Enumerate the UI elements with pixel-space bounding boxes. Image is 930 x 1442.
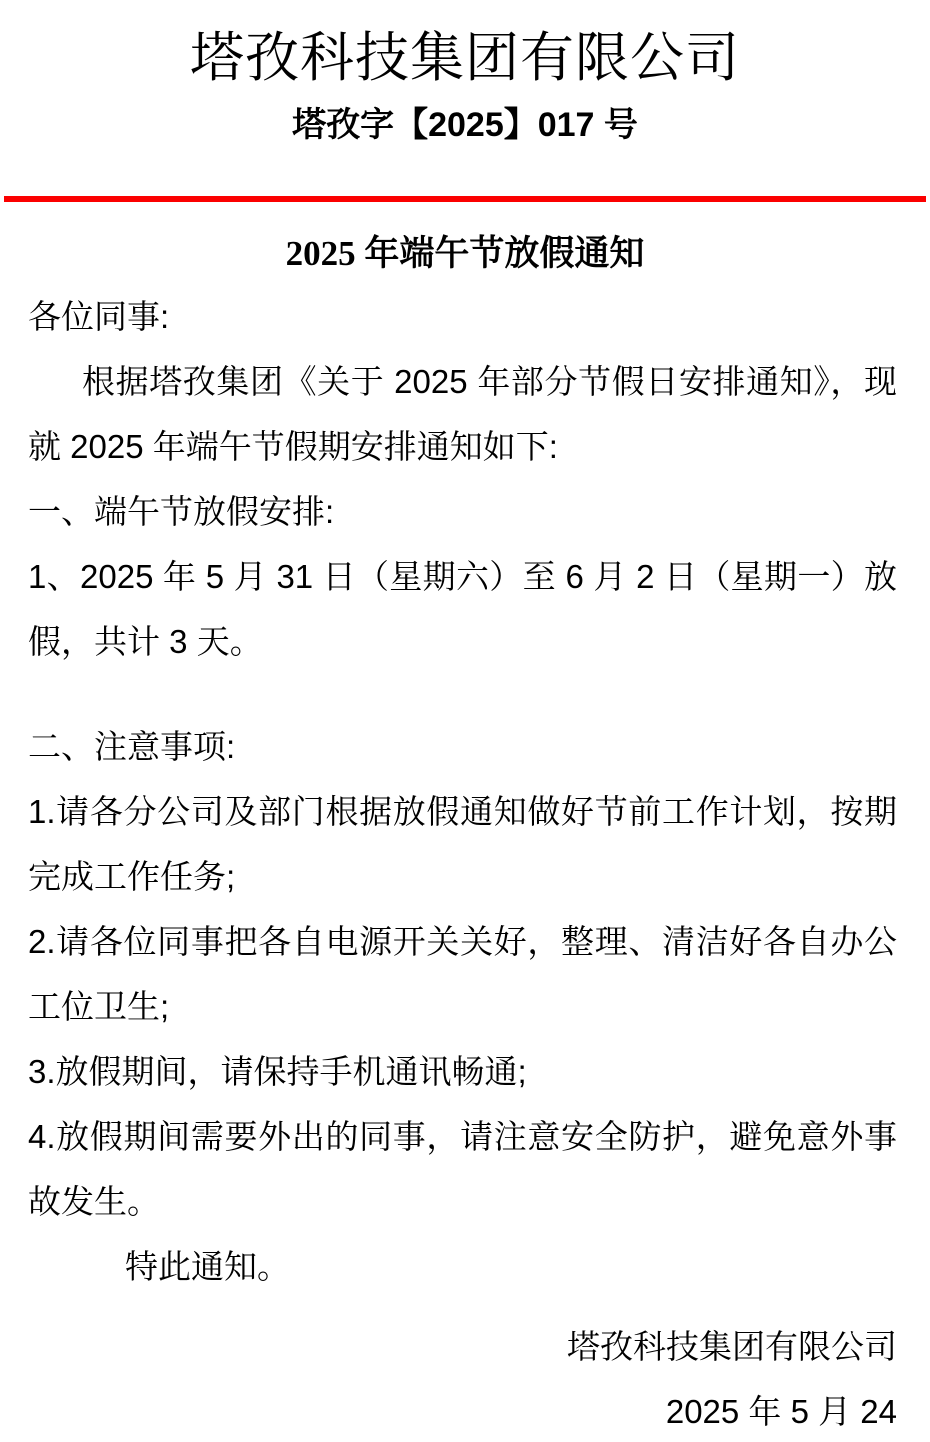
- section2-item-4: 4.放假期间需要外出的同事，请注意安全防护，避免意外事故发生。: [28, 1118, 897, 1220]
- notice-title: 2025 年端午节放假通知: [285, 234, 645, 273]
- greeting-line: 各位同事:: [28, 298, 170, 335]
- section2-item-3: 3.放假期间，请保持手机通讯畅通;: [28, 1053, 527, 1090]
- section2-heading: 二、注意事项:: [28, 728, 236, 765]
- doc-number: 塔孜字【2025】017 号: [292, 106, 638, 144]
- closing-line: 特此通知。: [125, 1248, 290, 1285]
- section1-item-1: 1、2025 年 5 月 31 日（星期六）至 6 月 2 日（星期一）放假，共计 3 天。: [28, 558, 897, 660]
- red-divider-line: [4, 196, 926, 202]
- notice-body: [0, 278, 930, 1442]
- section2-item-1: 1.请各分公司及部门根据放假通知做好节前工作计划，按期完成工作任务;: [28, 793, 897, 895]
- signature-date: 2025 年 5 月 24: [665, 1393, 897, 1430]
- company-letterhead-title: 塔孜科技集团有限公司: [190, 28, 740, 88]
- signature-company: 塔孜科技集团有限公司: [567, 1328, 897, 1365]
- section1-heading: 一、端午节放假安排:: [28, 493, 335, 530]
- blank-line: [28, 674, 897, 714]
- section2-item-2: 2.请各位同事把各自电源开关关好，整理、清洁好各自办公工位卫生;: [28, 923, 897, 1025]
- intro-paragraph: 根据塔孜集团《关于 2025 年部分节假日安排通知》，现就 2025 年端午节假期安排通知如下:: [28, 363, 897, 465]
